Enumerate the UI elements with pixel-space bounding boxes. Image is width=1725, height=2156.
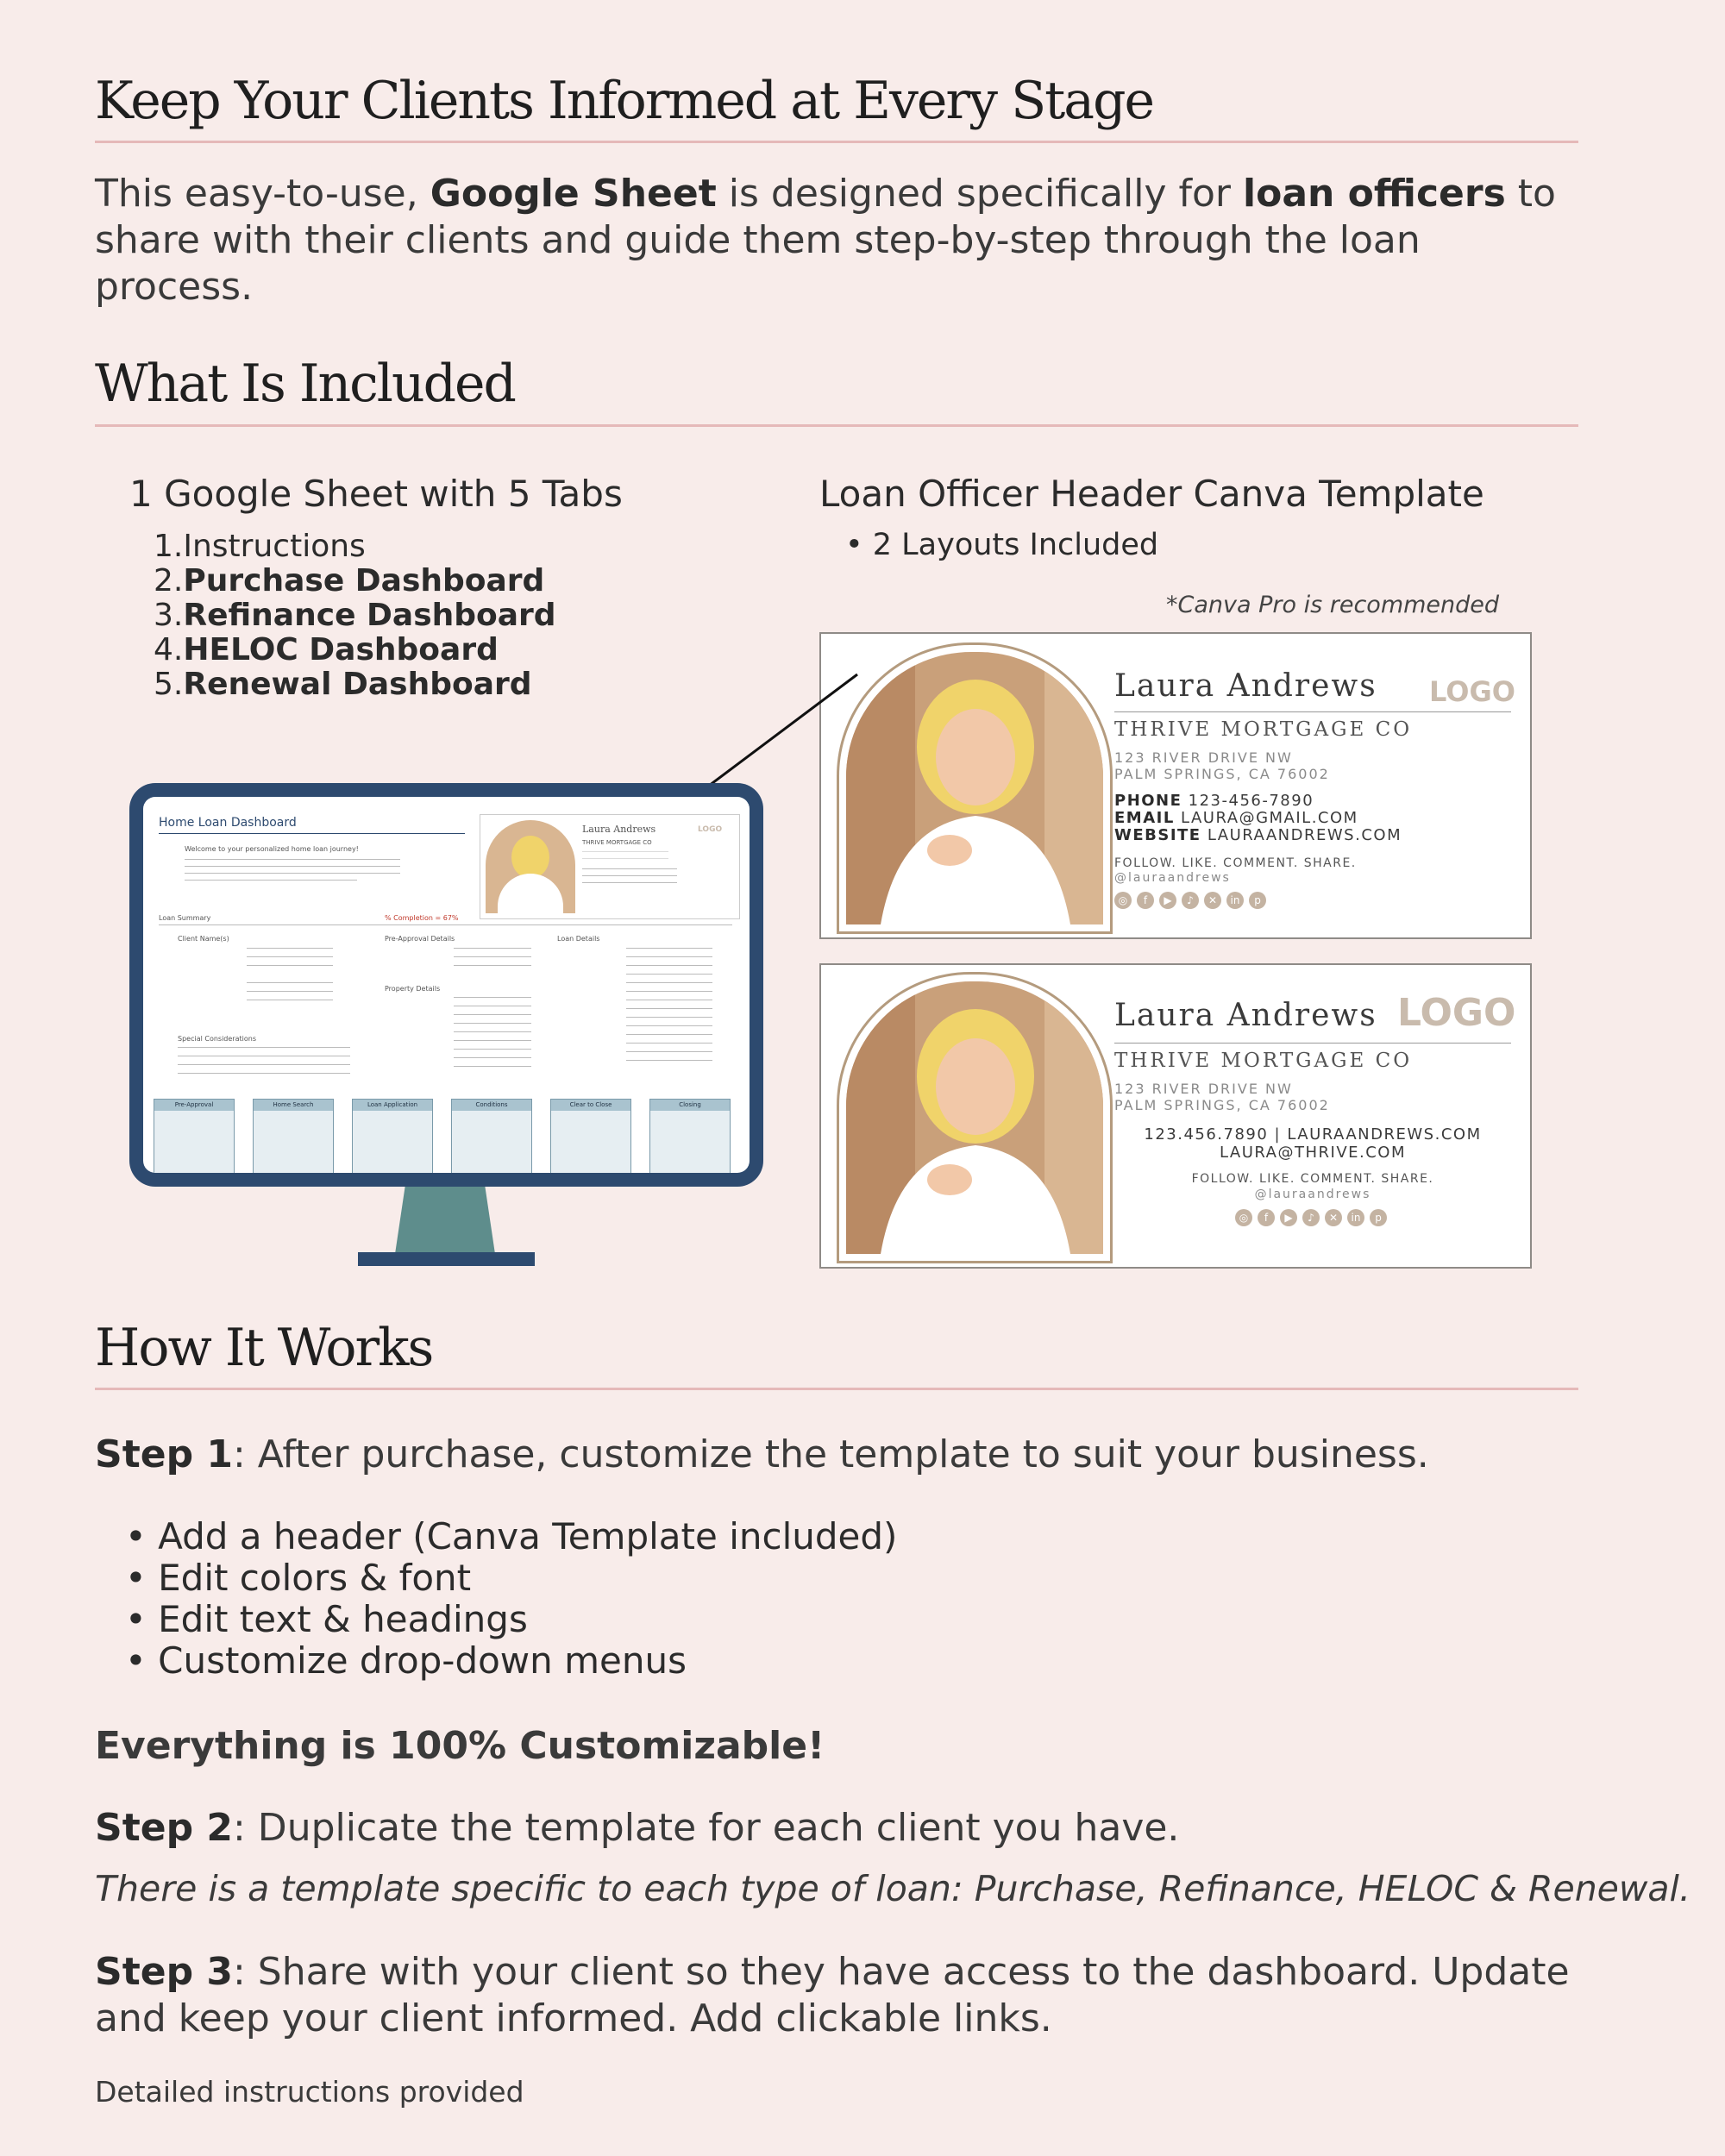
canva-bullet: • 2 Layouts Included xyxy=(845,528,1159,562)
client-names-label: Client Name(s) xyxy=(178,935,229,943)
dashboard-preview xyxy=(143,797,750,1173)
x-icon[interactable]: ✕ xyxy=(1204,892,1221,909)
website-line: WEBSITE LAURAANDREWS.COM xyxy=(1114,826,1402,844)
property-details-label: Property Details xyxy=(385,985,441,993)
step-loan-application: Loan Application xyxy=(352,1099,433,1173)
monitor-base xyxy=(358,1252,535,1266)
profile-photo xyxy=(486,820,575,913)
instagram-icon[interactable]: ◎ xyxy=(1114,892,1132,909)
list-item: 4.HELOC Dashboard xyxy=(154,632,499,667)
sheet-heading: 1 Google Sheet with 5 Tabs xyxy=(129,473,623,515)
footer-note: Detailed instructions provided xyxy=(95,2075,524,2109)
section-title-how: How It Works xyxy=(95,1318,433,1378)
profile-photo xyxy=(846,652,1103,924)
step-3: Step 3: Share with your client so they have access to the dashboard. Update and keep your client informed. Add clickable links. xyxy=(95,1950,1570,2040)
tabs-list xyxy=(154,530,556,702)
social-icons xyxy=(1114,891,1271,909)
tiktok-icon[interactable]: ♪ xyxy=(1302,1209,1320,1226)
linkedin-icon[interactable]: in xyxy=(1347,1209,1364,1226)
address-line-2: PALM SPRINGS, CA 76002 xyxy=(1114,766,1330,782)
agent-name: Laura Andrews xyxy=(1114,998,1377,1033)
agent-name: Laura Andrews xyxy=(1114,668,1377,704)
header-card-layout-2 xyxy=(819,963,1532,1269)
customizable-callout: Everything is 100% Customizable! xyxy=(95,1724,825,1768)
address-line-1: 123 RIVER DRIVE NW xyxy=(1114,1081,1293,1097)
list-item: • Add a header (Canva Template included) xyxy=(125,1515,898,1557)
logo-placeholder: LOGO xyxy=(1397,991,1516,1035)
step-2: Step 2: Duplicate the template for each client you have. xyxy=(95,1806,1180,1850)
company-name: THRIVE MORTGAGE CO xyxy=(1114,718,1413,741)
monitor-mockup xyxy=(129,783,763,1187)
section-title-keep: Keep Your Clients Informed at Every Stage xyxy=(95,71,1153,131)
step-conditions: Conditions xyxy=(451,1099,532,1173)
profile-photo-arch xyxy=(837,642,1113,934)
contact-line-2: LAURA@THRIVE.COM xyxy=(1219,1144,1407,1162)
follow-line: FOLLOW. LIKE. COMMENT. SHARE. xyxy=(1191,1172,1434,1186)
phone-line: PHONE 123-456-7890 xyxy=(1114,792,1314,810)
tiktok-icon[interactable]: ♪ xyxy=(1182,892,1199,909)
address-line-2: PALM SPRINGS, CA 76002 xyxy=(1114,1097,1330,1113)
logo-placeholder: LOGO xyxy=(698,825,723,834)
address-line-1: 123 RIVER DRIVE NW xyxy=(1114,749,1293,766)
facebook-icon[interactable]: f xyxy=(1258,1209,1275,1226)
step-clear-to-close: Clear to Close xyxy=(550,1099,631,1173)
instagram-icon[interactable]: ◎ xyxy=(1235,1209,1252,1226)
list-item: • Edit text & headings xyxy=(125,1598,528,1640)
social-handle: @lauraandrews xyxy=(1114,871,1231,885)
list-item: 2.Purchase Dashboard xyxy=(154,563,545,599)
dashboard-title: Home Loan Dashboard xyxy=(159,816,297,830)
canva-heading: Loan Officer Header Canva Template xyxy=(819,473,1484,515)
contact-line-1: 123.456.7890 | LAURAANDREWS.COM xyxy=(1144,1125,1482,1144)
customize-list xyxy=(125,1516,897,1682)
agent-name: Laura Andrews xyxy=(582,824,656,835)
linkedin-icon[interactable]: in xyxy=(1226,892,1244,909)
intro-paragraph: This easy-to-use, Google Sheet is designed specifically for loan officers to share with their clients and guide them step-by-step through the loan process. xyxy=(95,172,1556,309)
list-item: • Edit colors & font xyxy=(125,1557,472,1599)
facebook-icon[interactable]: f xyxy=(1137,892,1154,909)
social-handle: @lauraandrews xyxy=(1254,1188,1371,1201)
loan-summary-label: Loan Summary xyxy=(159,914,211,922)
loan-details-label: Loan Details xyxy=(557,935,600,943)
divider xyxy=(1114,1043,1511,1044)
step-1: Step 1: After purchase, customize the template to suit your business. xyxy=(95,1432,1429,1476)
dashboard-welcome: Welcome to your personalized home loan journey! xyxy=(185,845,359,853)
pinterest-icon[interactable]: p xyxy=(1370,1209,1387,1226)
list-item: 3.Refinance Dashboard xyxy=(154,598,556,633)
divider xyxy=(95,424,1578,427)
step-home-search: Home Search xyxy=(253,1099,334,1173)
special-considerations-label: Special Considerations xyxy=(178,1035,256,1043)
header-card-layout-1 xyxy=(819,632,1532,939)
completion-label: % Completion = 67% xyxy=(385,914,459,922)
logo-placeholder: LOGO xyxy=(1429,675,1515,708)
step-closing: Closing xyxy=(649,1099,731,1173)
divider xyxy=(95,141,1578,143)
canva-note: *Canva Pro is recommended xyxy=(1166,592,1500,618)
youtube-icon[interactable]: ▶ xyxy=(1159,892,1176,909)
step-pre-approval: Pre-Approval xyxy=(154,1099,235,1173)
company-name: THRIVE MORTGAGE CO xyxy=(582,839,652,846)
youtube-icon[interactable]: ▶ xyxy=(1280,1209,1297,1226)
email-line: EMAIL LAURA@GMAIL.COM xyxy=(1114,809,1358,827)
list-item: • Customize drop-down menus xyxy=(125,1639,687,1682)
divider xyxy=(95,1388,1578,1390)
list-item: 5.Renewal Dashboard xyxy=(154,667,532,702)
step-2-note: There is a template specific to each type of loan: Purchase, Refinance, HELOC & Renewal. xyxy=(95,1868,1690,1909)
social-icons xyxy=(1235,1208,1392,1226)
dashboard-header-card xyxy=(480,814,740,919)
x-icon[interactable]: ✕ xyxy=(1325,1209,1342,1226)
list-item: 1.Instructions xyxy=(154,529,366,564)
monitor-stand xyxy=(395,1187,495,1254)
pinterest-icon[interactable]: p xyxy=(1249,892,1266,909)
profile-photo xyxy=(846,981,1103,1254)
profile-photo-arch xyxy=(837,972,1113,1263)
divider xyxy=(1114,711,1511,712)
follow-line: FOLLOW. LIKE. COMMENT. SHARE. xyxy=(1114,856,1357,870)
company-name: THRIVE MORTGAGE CO xyxy=(1114,1050,1413,1072)
divider xyxy=(159,833,465,834)
section-title-included: What Is Included xyxy=(95,354,515,414)
preapproval-label: Pre-Approval Details xyxy=(385,935,455,943)
